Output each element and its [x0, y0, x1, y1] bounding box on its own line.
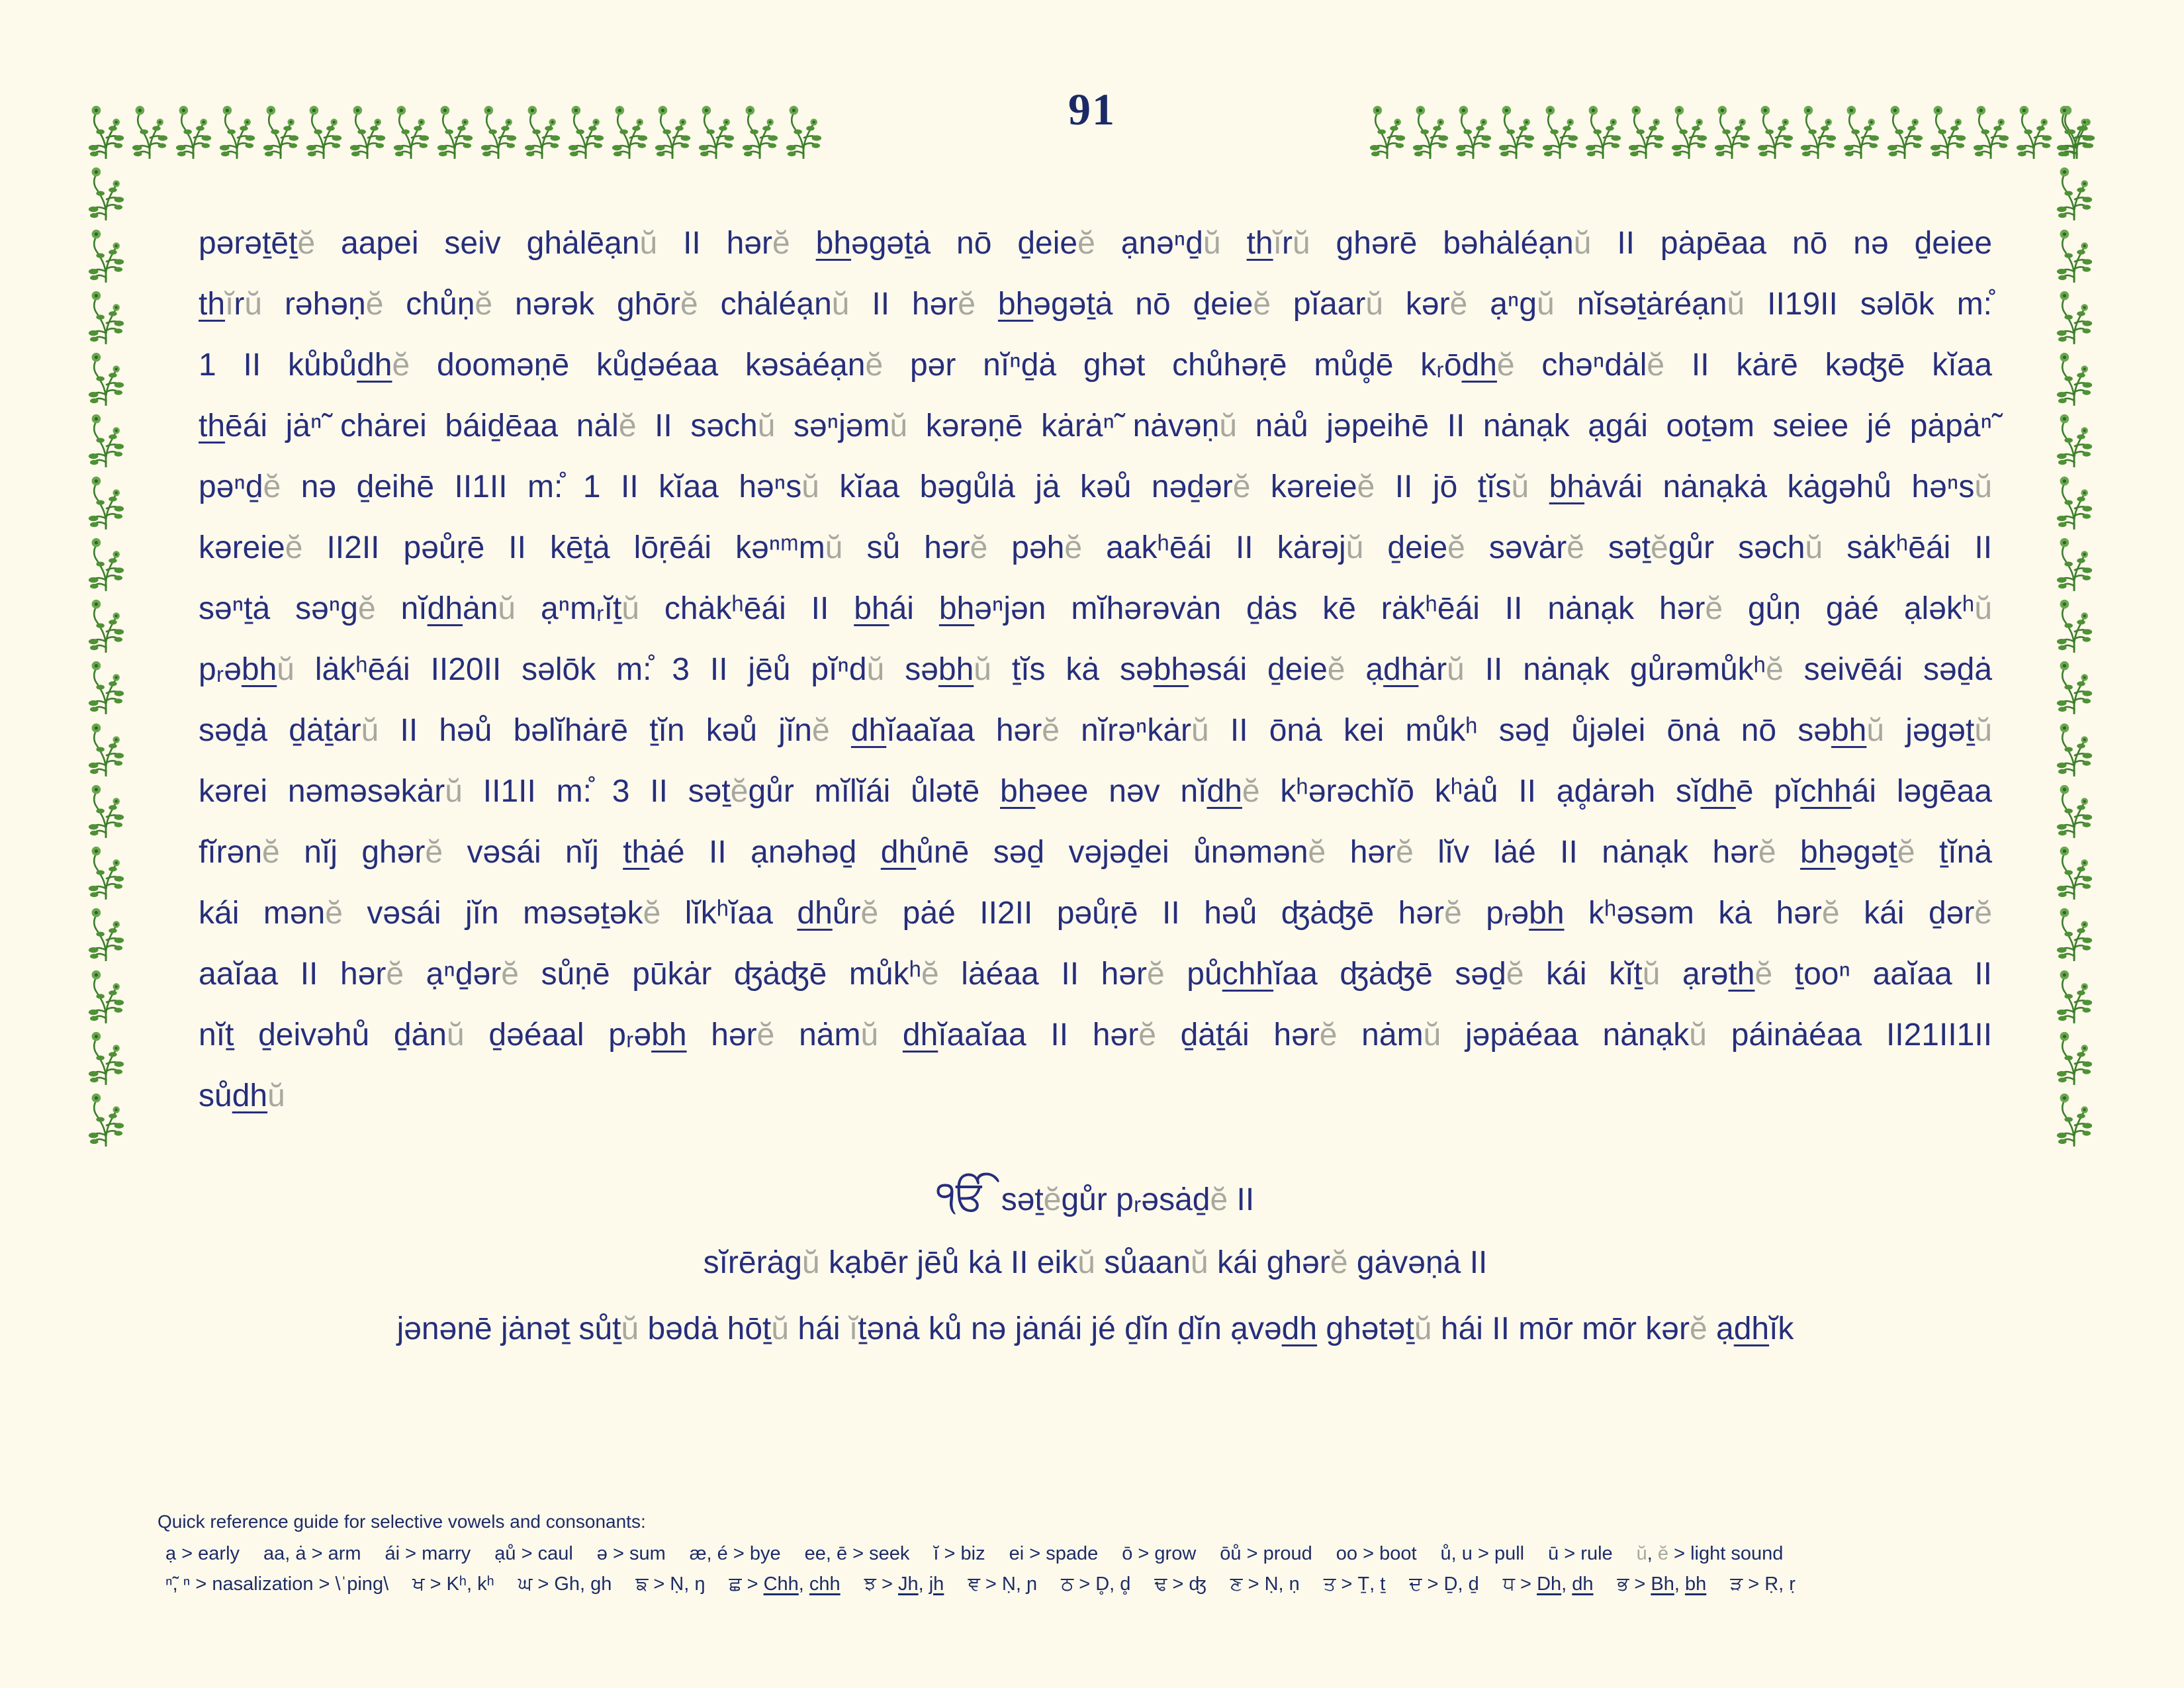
guide-row-consonants [165, 1571, 2064, 1597]
guide-entry: ŭ, ĕ > light sound [1636, 1543, 1784, 1564]
mool-mantar-text: səṯĕgůr pᵣəsȧḏĕ II [1001, 1182, 1255, 1217]
floral-sprig-icon [2053, 778, 2095, 839]
text-line: səḏȧ ḏȧṯȧrŭ II həů bəlĭhȧrē ṯĭn kəů jĭnĕ dhĭaaĭaa hərĕ nĭrəⁿkȧrŭ II ōnȧ kei můkʰ səḏ ůjəlei ōnȧ nō səbhŭ jəgəṯŭ [199, 713, 1993, 748]
guide-entry: ạ > early [165, 1543, 240, 1564]
text-line: fĭrənĕ nĭj ghərĕ vəsái nĭj thȧé II ạnəhəḏ dhůnē səḏ vəjəḏei ůnəmənĕ hərĕ lĭv lȧé II nȧnạk hərĕ bhəgəṯĕ ṯĭnȧ [199, 835, 1993, 870]
floral-border-right [2053, 99, 2099, 1148]
guide-row-vowels [165, 1541, 2064, 1566]
guide-entry: ee, ē > seek [804, 1543, 910, 1564]
guide-entry: ਞ > Ṇ, ɲ [968, 1573, 1038, 1595]
floral-sprig-icon [2053, 408, 2095, 469]
floral-sprig-icon [85, 1025, 127, 1086]
guide-entry: ਖ > Kʰ, kʰ [412, 1573, 494, 1595]
floral-sprig-icon [85, 655, 127, 716]
guide-entry: ਢ > ʤ [1154, 1573, 1206, 1595]
guide-entry: aa, ȧ > arm [263, 1543, 361, 1564]
guide-entry: ਦ > Ḏ, ḏ [1409, 1573, 1479, 1595]
text-line: səⁿṯȧ səⁿgĕ nĭdhȧnŭ ạⁿmᵣĭṯŭ chȧkʰēái II bhái bhəⁿjən mĭhərəvȧn ḏȧs kē rȧkʰēái II nȧnạk hərĕ gůṇ gȧé ạləkʰŭ [199, 591, 1993, 626]
guide-entry: ů, u > pull [1440, 1543, 1525, 1564]
text-line: thĭrŭ rəhəṇĕ chůṇĕ nərək ghōrĕ chȧléạnŭ II hərĕ bhəgəṯȧ nō ḏeieĕ pĭaarŭ kərĕ ạⁿgŭ nĭsəṯȧréạnŭ II19II səlōk m:̊ [199, 287, 1993, 322]
guide-entry: ਭ > Bh, bh [1617, 1573, 1707, 1595]
guide-entry: ਛ > Chh, chh [729, 1573, 841, 1595]
kabir-verse-line: jənənē jȧnəṯ sůṯŭ bədȧ hōṯŭ hái ĭṯənȧ ků nə jȧnái jé ḏĭn ḏĭn ạvədh ghətəṯŭ hái II mōr mōr kərĕ ạdhĭk [396, 1311, 1794, 1346]
guide-entry: ū > rule [1548, 1543, 1613, 1564]
text-line: nĭṯ ḏeivəhů ḏȧnŭ ḏəéaal pᵣəbh hərĕ nȧmŭ dhĭaaĭaa II hərĕ ḏȧṯái hərĕ nȧmŭ jəpȧéaa nȧnạkŭ páinȧéaa II21II1II [199, 1017, 1993, 1053]
floral-sprig-icon [2053, 593, 2095, 654]
ik-onkar-symbol: ੴ [936, 1174, 987, 1219]
guide-entry: ō > grow [1122, 1543, 1197, 1564]
guide-entry: æ, é > bye [689, 1543, 781, 1564]
guide-entry: ái > marry [385, 1543, 471, 1564]
floral-sprig-icon [2053, 840, 2095, 901]
guide-entry: ਣ > Ṇ, ṇ [1230, 1573, 1300, 1595]
floral-sprig-icon [85, 593, 127, 654]
floral-sprig-icon [85, 223, 127, 284]
floral-sprig-icon [2053, 223, 2095, 284]
floral-sprig-icon [85, 161, 127, 222]
guide-entry: ਝ > Jh, jh [864, 1573, 944, 1595]
floral-sprig-icon [85, 346, 127, 407]
guide-entry: ạů > caul [494, 1543, 573, 1564]
floral-sprig-icon [85, 778, 127, 839]
guide-entry: oo > boot [1336, 1543, 1417, 1564]
guide-entry: ਘ > Gh, gh [518, 1573, 612, 1595]
text-line: kəreieĕ II2II pəůṛē II kēṯȧ lōṛēái kəⁿᵐmŭ sů hərĕ pəhĕ aakʰēái II kȧrəjŭ ḏeieĕ səvȧrĕ səṯĕgůr səchŭ sȧkʰēái II [199, 530, 1993, 565]
text-line: pəⁿḏĕ nə ḏeihē II1II m:̊ 1 II kĭaa həⁿsŭ kĭaa bəgůlȧ jȧ kəů nəḏərĕ kəreieĕ II jō ṯĭsŭ bhȧvái nȧnạkȧ kȧgəhů həⁿsŭ [199, 469, 1993, 504]
guide-entry: ੜ > Ṛ, ṛ [1730, 1573, 1796, 1595]
floral-sprig-icon [2053, 717, 2095, 778]
guide-entry: ei > spade [1009, 1543, 1099, 1564]
text-line: kərei nəməsəkȧrŭ II1II m:̊ 3 II səṯĕgůr mĭlĭái ůlətē bhəee nəv nĭdhĕ kʰərəchĭō kʰȧů II ạd̥ȧrəh sĭdhē pĭchhái ləgēaa [199, 774, 1993, 809]
text-line: 1 II kůbůdhĕ dooməṇē kůḏəéaa kəsȧéạnĕ pər nĭⁿḏȧ ghət chůhəṛē můd̥ē kᵣōdhĕ chəⁿdȧlĕ II kȧrē kəʤē kĭaa [199, 348, 1993, 383]
floral-sprig-icon [2053, 902, 2095, 962]
floral-sprig-icon [2053, 285, 2095, 346]
guide-entry: ਤ > Ṯ, ṯ [1323, 1573, 1386, 1595]
raag-title-line: sĭrērȧgŭ kạbēr jēů kȧ II eikŭ sůaanŭ kái ghərĕ gȧvəṇȧ II [703, 1245, 1488, 1280]
floral-sprig-icon [85, 902, 127, 962]
main-text [199, 213, 1992, 1127]
guide-entry: ə > sum [596, 1543, 666, 1564]
floral-sprig-icon [85, 1087, 127, 1148]
floral-sprig-icon [85, 532, 127, 592]
floral-sprig-icon [2053, 470, 2095, 531]
guide-entry: ਠ > D̥, d̥ [1061, 1573, 1131, 1595]
guide-entry: ōů > proud [1220, 1543, 1312, 1564]
mool-mantar-line [199, 1164, 1992, 1230]
floral-sprig-icon [2053, 1087, 2095, 1148]
text-line: thēái jȧⁿ̃ chȧrei báiḏēaa nȧlĕ II səchŭ səⁿjəmŭ kərəṇē kȧrȧⁿ̃ nȧvəṇŭ nȧů jəpeihē II nȧnạk ạgái ooṯəm seiee jé pȧpȧⁿ̃ [199, 408, 1993, 444]
floral-sprig-icon [2053, 532, 2095, 592]
guide-title: Quick reference guide for selective vowels and consonants: [158, 1511, 646, 1532]
floral-sprig-icon [2053, 655, 2095, 716]
floral-sprig-icon [85, 470, 127, 531]
floral-border-left [85, 99, 131, 1148]
guide-entry: ਙ > Ṇ, ŋ [635, 1573, 705, 1595]
floral-sprig-icon [85, 717, 127, 778]
guide-entry: ĭ > biz [933, 1543, 985, 1564]
guide-entry: ਧ > Dh, dh [1502, 1573, 1594, 1595]
floral-sprig-icon [85, 285, 127, 346]
floral-sprig-icon [2053, 346, 2095, 407]
guide-entry: ⁿ̃, ⁿ > nasalization > \ˈping\ [165, 1573, 389, 1595]
footer-guide [158, 1509, 2064, 1597]
text-line: sůdhŭ [199, 1078, 285, 1113]
text-line: kái mənĕ vəsái jĭn məsəṯəkĕ lĭkʰĭaa dhůrĕ pȧé II2II pəůṛē II həů ʤȧʤē hərĕ pᵣəbh kʰəsəm kȧ hərĕ kái ḏərĕ [199, 896, 1993, 931]
floral-sprig-icon [85, 408, 127, 469]
text-line: aaĭaa II hərĕ ạⁿḏərĕ sůṇē pūkȧr ʤȧʤē můkʰĕ lȧéaa II hərĕ půchhĭaa ʤȧʤē səḏĕ kái kĭṯŭ ạrəthĕ ṯooⁿ aaĭaa II [199, 957, 1992, 992]
floral-sprig-icon [2053, 1025, 2095, 1086]
floral-sprig-icon [2053, 964, 2095, 1025]
page-number: 91 [1068, 84, 1116, 134]
floral-sprig-icon [85, 964, 127, 1025]
centered-verses [199, 1164, 1992, 1362]
text-line: pərəṯēṯĕ aapei seiv ghȧlēạnŭ II hərĕ bhəgəṯȧ nō ḏeieĕ ạnəⁿḏŭ thĭrŭ ghərē bəhȧléạnŭ II pȧpēaa nō nə ḏeiee [199, 226, 1993, 261]
floral-sprig-icon [85, 840, 127, 901]
text-line: pᵣəbhŭ lȧkʰēái II20II səlōk m:̊ 3 II jēů pĭⁿdŭ səbhŭ ṯĭs kȧ səbhəsái ḏeieĕ ạdhȧrŭ II nȧnạk gůrəmůkʰĕ seivēái səḏȧ [199, 652, 1993, 687]
floral-sprig-icon [2053, 161, 2095, 222]
